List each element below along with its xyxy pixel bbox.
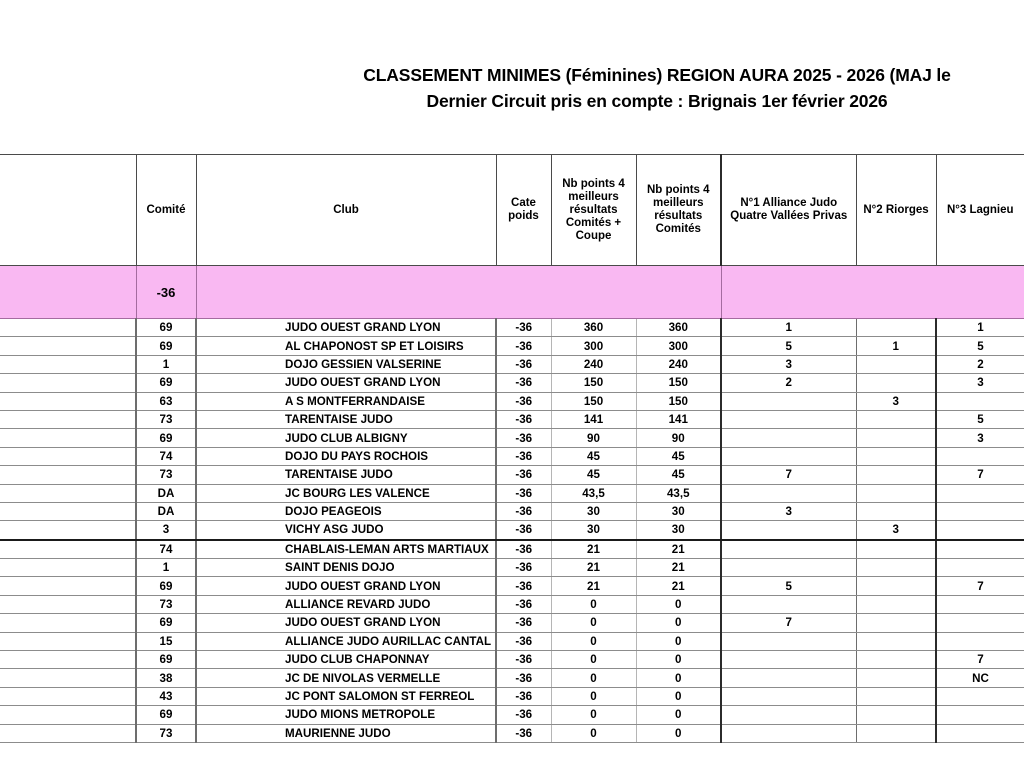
cell-n3: 5 <box>936 410 1024 428</box>
cell-comite: 43 <box>136 687 196 705</box>
page-subtitle: Dernier Circuit pris en compte : Brignais 1er février 2026 <box>426 91 888 111</box>
cell-comite: 69 <box>136 577 196 595</box>
cell-club: ALLIANCE JUDO AURILLAC CANTAL <box>196 632 496 650</box>
cell-n1 <box>721 392 856 410</box>
cell-n2 <box>856 614 936 632</box>
cell-n3 <box>936 595 1024 613</box>
table-band-group <box>0 266 1024 319</box>
cell-club: TARENTAISE JUDO <box>196 410 496 428</box>
table-row <box>0 484 1024 502</box>
cell-club: JC PONT SALOMON ST FERREOL <box>196 687 496 705</box>
cell-comite: 1 <box>136 559 196 577</box>
cell-comite: 74 <box>136 540 196 559</box>
cell-comite: 73 <box>136 410 196 428</box>
column-header-n3: N°3 Lagnieu <box>936 155 1024 266</box>
table-row <box>0 651 1024 669</box>
cell-n3 <box>936 706 1024 724</box>
cell-nom <box>0 319 136 337</box>
cell-n2 <box>856 484 936 502</box>
cell-cate-poids: -36 <box>496 392 551 410</box>
cell-nom <box>0 374 136 392</box>
cell-n3 <box>936 521 1024 540</box>
cell-n1: 5 <box>721 337 856 355</box>
cell-n2: 3 <box>856 392 936 410</box>
table-row <box>0 724 1024 742</box>
cell-points-coupe: 30 <box>551 502 636 520</box>
cell-points-comites: 150 <box>636 392 721 410</box>
cell-club: DOJO GESSIEN VALSERINE <box>196 355 496 373</box>
cell-comite: 38 <box>136 669 196 687</box>
cell-n2 <box>856 595 936 613</box>
cell-n2 <box>856 669 936 687</box>
cell-nom <box>0 540 136 559</box>
cell-points-coupe: 141 <box>551 410 636 428</box>
cell-n3 <box>936 724 1024 742</box>
cell-n3: 7 <box>936 577 1024 595</box>
cell-nom <box>0 706 136 724</box>
cell-cate-poids: -36 <box>496 447 551 465</box>
cell-points-coupe: 21 <box>551 540 636 559</box>
document-title-block <box>0 62 1024 114</box>
cell-cate-poids: -36 <box>496 374 551 392</box>
cell-n3 <box>936 614 1024 632</box>
table-row <box>0 540 1024 559</box>
cell-n3: 1 <box>936 319 1024 337</box>
cell-nom <box>0 651 136 669</box>
cell-n1: 1 <box>721 319 856 337</box>
cell-cate-poids: -36 <box>496 429 551 447</box>
cell-comite: 3 <box>136 521 196 540</box>
cell-club: SAINT DENIS DOJO <box>196 559 496 577</box>
cell-points-coupe: 0 <box>551 614 636 632</box>
table-row <box>0 559 1024 577</box>
cell-points-comites: 0 <box>636 595 721 613</box>
cell-cate-poids: -36 <box>496 355 551 373</box>
cell-cate-poids: -36 <box>496 669 551 687</box>
table-body <box>0 319 1024 743</box>
cell-n1 <box>721 410 856 428</box>
cell-cate-poids: -36 <box>496 632 551 650</box>
cell-n2 <box>856 502 936 520</box>
cell-points-coupe: 150 <box>551 392 636 410</box>
cell-club: JC DE NIVOLAS VERMELLE <box>196 669 496 687</box>
cell-n3 <box>936 632 1024 650</box>
cell-n2 <box>856 706 936 724</box>
cell-nom <box>0 337 136 355</box>
cell-cate-poids: -36 <box>496 687 551 705</box>
cell-nom <box>0 355 136 373</box>
column-header-points-coupe: Nb points 4 meilleurs résultats Comités + Coupe <box>551 155 636 266</box>
cell-points-coupe: 45 <box>551 466 636 484</box>
column-header-comite: Comité <box>136 155 196 266</box>
cell-comite: 63 <box>136 392 196 410</box>
cell-club: ALLIANCE REVARD JUDO <box>196 595 496 613</box>
cell-nom <box>0 466 136 484</box>
cell-n2 <box>856 724 936 742</box>
cell-n2 <box>856 466 936 484</box>
cell-n1: 7 <box>721 466 856 484</box>
cell-n1 <box>721 632 856 650</box>
cell-club: JC BOURG LES VALENCE <box>196 484 496 502</box>
table-row <box>0 577 1024 595</box>
table-row <box>0 706 1024 724</box>
column-header-nom <box>0 155 136 266</box>
cell-cate-poids: -36 <box>496 724 551 742</box>
table-row <box>0 614 1024 632</box>
cell-n1 <box>721 687 856 705</box>
cell-points-comites: 0 <box>636 651 721 669</box>
cell-n1: 3 <box>721 355 856 373</box>
band-cell-middle <box>196 266 721 319</box>
cell-n1 <box>721 669 856 687</box>
table-row <box>0 410 1024 428</box>
table-row <box>0 687 1024 705</box>
cell-points-coupe: 300 <box>551 337 636 355</box>
cell-club: TARENTAISE JUDO <box>196 466 496 484</box>
cell-nom <box>0 614 136 632</box>
table-row <box>0 337 1024 355</box>
cell-points-comites: 45 <box>636 466 721 484</box>
cell-n3 <box>936 392 1024 410</box>
cell-comite: 69 <box>136 374 196 392</box>
cell-n1 <box>721 559 856 577</box>
cell-points-comites: 300 <box>636 337 721 355</box>
cell-points-coupe: 21 <box>551 559 636 577</box>
cell-n1 <box>721 540 856 559</box>
cell-comite: 69 <box>136 706 196 724</box>
cell-n2: 1 <box>856 337 936 355</box>
column-header-points-comites: Nb points 4 meilleurs résultats Comités <box>636 155 721 266</box>
cell-points-comites: 30 <box>636 502 721 520</box>
cell-club: MAURIENNE JUDO <box>196 724 496 742</box>
cell-points-coupe: 0 <box>551 687 636 705</box>
cell-cate-poids: -36 <box>496 614 551 632</box>
cell-points-coupe: 45 <box>551 447 636 465</box>
band-cell-empty-left <box>0 266 136 319</box>
table-row <box>0 502 1024 520</box>
cell-club: AL CHAPONOST SP ET LOISIRS <box>196 337 496 355</box>
cell-nom <box>0 484 136 502</box>
cell-n1 <box>721 706 856 724</box>
cell-n2 <box>856 632 936 650</box>
cell-n2 <box>856 447 936 465</box>
cell-cate-poids: -36 <box>496 559 551 577</box>
table-row <box>0 669 1024 687</box>
cell-nom <box>0 392 136 410</box>
cell-points-coupe: 0 <box>551 669 636 687</box>
cell-club: VICHY ASG JUDO <box>196 521 496 540</box>
cell-cate-poids: -36 <box>496 484 551 502</box>
cell-comite: 73 <box>136 466 196 484</box>
cell-points-coupe: 0 <box>551 632 636 650</box>
cell-n1 <box>721 447 856 465</box>
cell-n3: 5 <box>936 337 1024 355</box>
cell-points-coupe: 240 <box>551 355 636 373</box>
table-row <box>0 466 1024 484</box>
cell-cate-poids: -36 <box>496 540 551 559</box>
cell-comite: 69 <box>136 651 196 669</box>
cell-club: JUDO MIONS METROPOLE <box>196 706 496 724</box>
band-cell-right <box>721 266 1024 319</box>
weight-category-band-row <box>0 266 1024 319</box>
cell-cate-poids: -36 <box>496 521 551 540</box>
cell-n3 <box>936 484 1024 502</box>
cell-nom <box>0 429 136 447</box>
cell-club: DOJO PEAGEOIS <box>196 502 496 520</box>
cell-points-coupe: 0 <box>551 706 636 724</box>
weight-category-cell: -36 <box>136 266 196 319</box>
cell-n1 <box>721 595 856 613</box>
cell-points-coupe: 30 <box>551 521 636 540</box>
cell-n3: 3 <box>936 374 1024 392</box>
cell-points-comites: 21 <box>636 577 721 595</box>
page-title: CLASSEMENT MINIMES (Féminines) REGION AURA 2025 - 2026 (MAJ le <box>363 65 951 85</box>
cell-points-comites: 0 <box>636 687 721 705</box>
column-header-cate-poids: Cate poids <box>496 155 551 266</box>
table-row <box>0 595 1024 613</box>
cell-nom <box>0 687 136 705</box>
cell-points-comites: 240 <box>636 355 721 373</box>
cell-club: JUDO CLUB CHAPONNAY <box>196 651 496 669</box>
cell-n3: 7 <box>936 651 1024 669</box>
cell-n1 <box>721 724 856 742</box>
cell-n1: 2 <box>721 374 856 392</box>
cell-points-coupe: 360 <box>551 319 636 337</box>
cell-n1 <box>721 429 856 447</box>
table-row <box>0 521 1024 540</box>
cell-points-coupe: 43,5 <box>551 484 636 502</box>
cell-points-comites: 0 <box>636 706 721 724</box>
cell-n3: 7 <box>936 466 1024 484</box>
cell-club: JUDO OUEST GRAND LYON <box>196 577 496 595</box>
cell-nom <box>0 577 136 595</box>
cell-points-coupe: 150 <box>551 374 636 392</box>
cell-n1 <box>721 484 856 502</box>
table-row <box>0 374 1024 392</box>
cell-comite: DA <box>136 484 196 502</box>
cell-comite: 69 <box>136 319 196 337</box>
cell-points-coupe: 0 <box>551 595 636 613</box>
cell-points-comites: 0 <box>636 632 721 650</box>
cell-points-comites: 43,5 <box>636 484 721 502</box>
table-row <box>0 632 1024 650</box>
cell-club: JUDO OUEST GRAND LYON <box>196 614 496 632</box>
cell-n2 <box>856 410 936 428</box>
cell-points-comites: 21 <box>636 540 721 559</box>
column-header-n1: N°1 Alliance Judo Quatre Vallées Privas <box>721 155 856 266</box>
cell-points-comites: 45 <box>636 447 721 465</box>
cell-n2 <box>856 374 936 392</box>
cell-comite: 69 <box>136 614 196 632</box>
cell-points-comites: 141 <box>636 410 721 428</box>
cell-n1: 3 <box>721 502 856 520</box>
cell-n2 <box>856 540 936 559</box>
cell-n3: 2 <box>936 355 1024 373</box>
cell-n1 <box>721 521 856 540</box>
cell-n2 <box>856 429 936 447</box>
table-row <box>0 429 1024 447</box>
cell-n2 <box>856 319 936 337</box>
cell-comite: 69 <box>136 337 196 355</box>
ranking-table-container <box>0 154 1024 743</box>
cell-cate-poids: -36 <box>496 651 551 669</box>
cell-cate-poids: -36 <box>496 319 551 337</box>
cell-comite: DA <box>136 502 196 520</box>
cell-comite: 1 <box>136 355 196 373</box>
cell-points-comites: 0 <box>636 724 721 742</box>
table-row <box>0 392 1024 410</box>
cell-comite: 15 <box>136 632 196 650</box>
cell-cate-poids: -36 <box>496 595 551 613</box>
cell-n3: NC <box>936 669 1024 687</box>
cell-cate-poids: -36 <box>496 466 551 484</box>
cell-nom <box>0 410 136 428</box>
cell-club: A S MONTFERRANDAISE <box>196 392 496 410</box>
cell-n2 <box>856 559 936 577</box>
table-row <box>0 355 1024 373</box>
cell-n3 <box>936 559 1024 577</box>
cell-n1 <box>721 651 856 669</box>
column-header-row <box>0 155 1024 266</box>
cell-n1: 7 <box>721 614 856 632</box>
cell-cate-poids: -36 <box>496 577 551 595</box>
cell-n2 <box>856 687 936 705</box>
column-header-club: Club <box>196 155 496 266</box>
cell-comite: 73 <box>136 724 196 742</box>
cell-points-coupe: 21 <box>551 577 636 595</box>
cell-n3 <box>936 540 1024 559</box>
table-row <box>0 447 1024 465</box>
cell-n2 <box>856 577 936 595</box>
cell-cate-poids: -36 <box>496 502 551 520</box>
cell-points-comites: 30 <box>636 521 721 540</box>
cell-comite: 73 <box>136 595 196 613</box>
cell-n3: 3 <box>936 429 1024 447</box>
cell-points-comites: 0 <box>636 669 721 687</box>
cell-club: JUDO OUEST GRAND LYON <box>196 319 496 337</box>
cell-points-comites: 360 <box>636 319 721 337</box>
cell-nom <box>0 595 136 613</box>
cell-club: JUDO OUEST GRAND LYON <box>196 374 496 392</box>
cell-n3 <box>936 447 1024 465</box>
cell-cate-poids: -36 <box>496 337 551 355</box>
cell-points-comites: 21 <box>636 559 721 577</box>
cell-cate-poids: -36 <box>496 706 551 724</box>
cell-nom <box>0 669 136 687</box>
table-row <box>0 319 1024 337</box>
cell-nom <box>0 724 136 742</box>
cell-n2 <box>856 355 936 373</box>
column-header-n2: N°2 Riorges <box>856 155 936 266</box>
cell-n1: 5 <box>721 577 856 595</box>
cell-points-coupe: 90 <box>551 429 636 447</box>
cell-points-coupe: 0 <box>551 651 636 669</box>
cell-club: DOJO DU PAYS ROCHOIS <box>196 447 496 465</box>
cell-n3 <box>936 687 1024 705</box>
table-header-group <box>0 155 1024 266</box>
cell-nom <box>0 559 136 577</box>
cell-points-comites: 150 <box>636 374 721 392</box>
cell-points-comites: 0 <box>636 614 721 632</box>
cell-nom <box>0 521 136 540</box>
cell-club: JUDO CLUB ALBIGNY <box>196 429 496 447</box>
cell-nom <box>0 632 136 650</box>
cell-n2 <box>856 651 936 669</box>
cell-cate-poids: -36 <box>496 410 551 428</box>
cell-points-coupe: 0 <box>551 724 636 742</box>
cell-nom <box>0 447 136 465</box>
cell-n3 <box>936 502 1024 520</box>
cell-nom <box>0 502 136 520</box>
cell-comite: 69 <box>136 429 196 447</box>
cell-club: CHABLAIS-LEMAN ARTS MARTIAUX <box>196 540 496 559</box>
cell-n2: 3 <box>856 521 936 540</box>
cell-comite: 74 <box>136 447 196 465</box>
ranking-table <box>0 154 1024 743</box>
cell-points-comites: 90 <box>636 429 721 447</box>
